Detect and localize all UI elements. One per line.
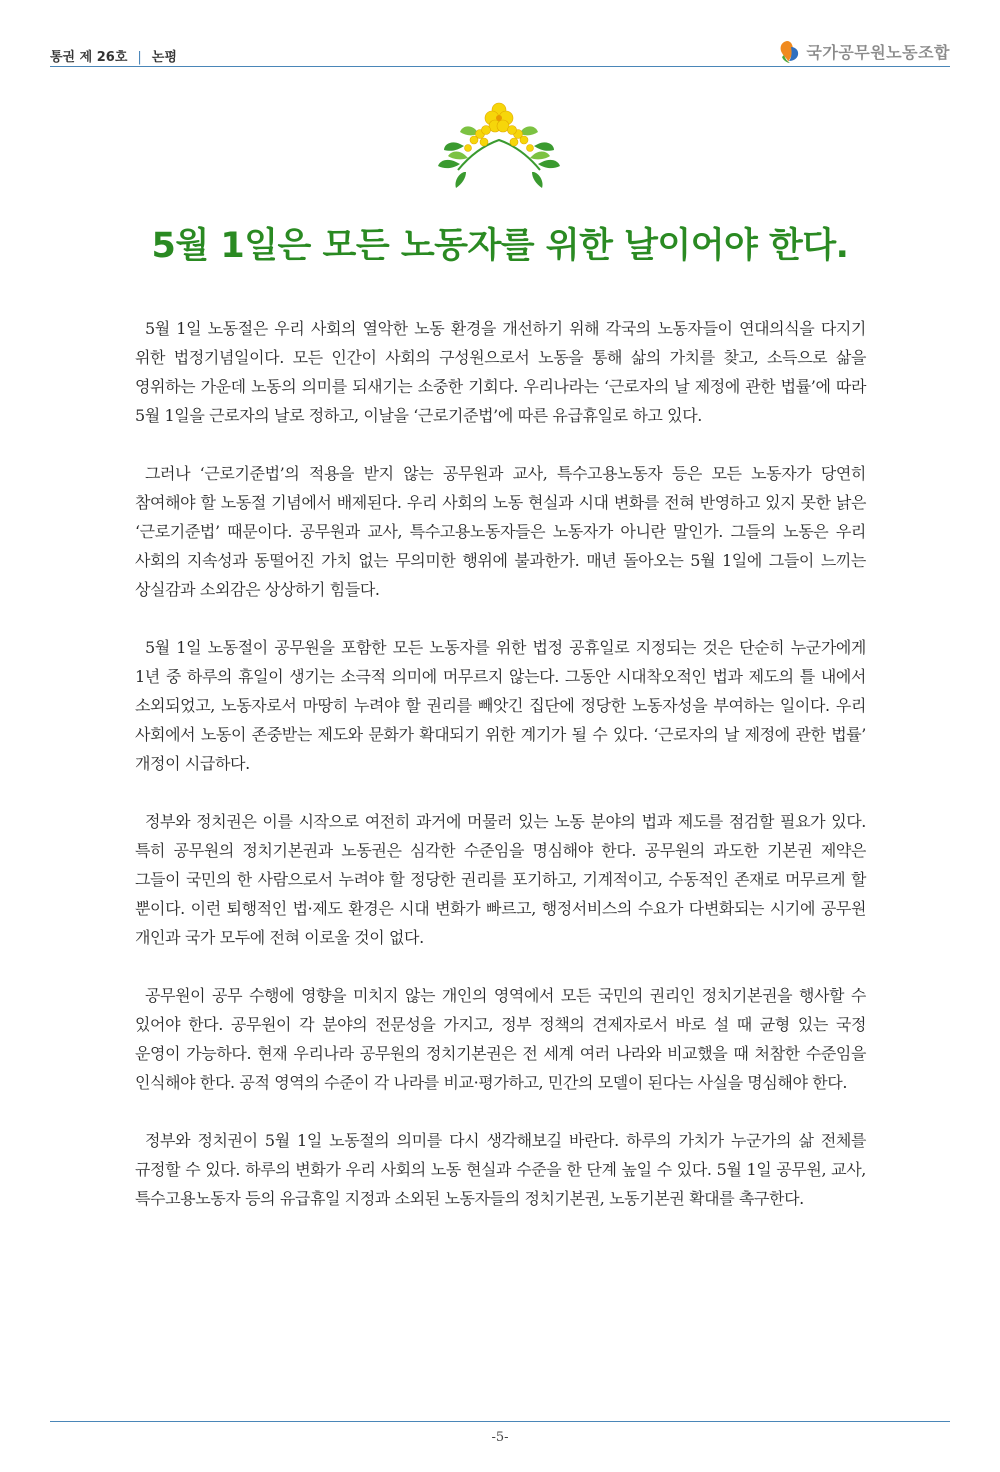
yellow-flower-icon (436, 100, 562, 190)
page-header (50, 38, 950, 67)
paragraph: 5월 1일 노동절이 공무원을 포함한 모든 노동자를 위한 법정 공휴일로 지정되는 것은 단순히 누군가에게 1년 중 하루의 휴일이 생기는 소극적 의미에 머무르지 않는다. 그동안 시대착오적인 법과 제도의 틀 내에서 소외되었고, 노동자로서 마땅히 누려야 할 권리를 빼앗긴 집단에 정당한 노동자성을 부여하는 일이다. 우리 사회에서 노동이 존중받는 제도와 문화가 확대되기 위한 계기가 될 수 있다. ‘근로자의 날 제정에 관한 법률’ 개정이 시급하다. (135, 638, 866, 773)
article-body (135, 314, 866, 1242)
paragraph: 정부와 정치권이 5월 1일 노동절의 의미를 다시 생각해보길 바란다. 하루의 가치가 누군가의 삶 전체를 규정할 수 있다. 하루의 변화가 우리 사회의 노동 현실과 수준을 한 단계 높일 수 있다. 5월 1일 공무원, 교사, 특수고용노동자 등의 유급휴일 지정과 소외된 노동자들의 정치기본권, 노동기본권 확대를 촉구한다. (135, 1131, 866, 1208)
footer-divider (50, 1421, 950, 1422)
header-divider: | (137, 50, 142, 65)
paragraph: 공무원이 공무 수행에 영향을 미치지 않는 개인의 영역에서 모든 국민의 권리인 정치기본권을 행사할 수 있어야 한다. 공무원이 각 분야의 전문성을 가지고, 정부 정책의 견제자로서 바로 설 때 균형 있는 국정 운영이 가능하다. 현재 우리나라 공무원의 정치기본권은 전 세계 여러 나라와 비교했을 때 처참한 수준임을 인식해야 한다. 공적 영역의 수준이 각 나라를 비교·평가하고, 민간의 모델이 된다는 사실을 명심해야 한다. (135, 986, 866, 1092)
paragraph: 5월 1일 노동절은 우리 사회의 열악한 노동 환경을 개선하기 위해 각국의 노동자들이 연대의식을 다지기 위한 법정기념일이다. 모든 인간이 사회의 구성원으로서 노동을 통해 삶의 가치를 찾고, 소득으로 삶을 영위하는 가운데 노동의 의미를 되새기는 소중한 기회다. 우리나라는 ‘근로자의 날 제정에 관한 법률’에 따라 5월 1일을 근로자의 날로 정하고, 이날을 ‘근로기준법’에 따른 유급휴일로 하고 있다. (135, 319, 866, 425)
paragraph: 그러나 ‘근로기준법’의 적용을 받지 않는 공무원과 교사, 특수고용노동자 등은 모든 노동자가 당연히 참여해야 할 노동절 기념에서 배제된다. 우리 사회의 노동 현실과 시대 변화를 전혀 반영하고 있지 못한 낡은 ‘근로기준법’ 때문이다. 공무원과 교사, 특수고용노동자들은 노동자가 아니란 말인가. 그들의 노동은 우리 사회의 지속성과 동떨어진 가치 없는 무의미한 행위에 불과한가. 매년 돌아오는 5월 1일에 그들이 느끼는 상실감과 소외감은 상상하기 힘들다. (135, 464, 866, 599)
article-title: 5월 1일은 모든 노동자를 위한 날이어야 한다. (151, 226, 849, 266)
section-label: 논평 (151, 50, 177, 65)
paragraph: 정부와 정치권은 이를 시작으로 여전히 과거에 머물러 있는 노동 분야의 법과 제도를 점검할 필요가 있다. 특히 공무원의 정치기본권과 노동권은 심각한 수준임을 명심해야 한다. 공무원의 과도한 기본권 제약은 그들이 국민의 한 사람으로서 누려야 할 정당한 권리를 포기하고, 기계적이고, 수동적인 존재로 머무르게 할 뿐이다. 이런 퇴행적인 법·제도 환경은 시대 변화가 빠르고, 행정서비스의 수요가 다변화되는 시기에 공무원 개인과 국가 모두에 전혀 이로울 것이 없다. (135, 812, 866, 947)
page-number: -5- (491, 1430, 509, 1445)
union-logo-icon (776, 38, 802, 64)
org-name: 국가공무원노동조합 (806, 42, 950, 62)
issue-info (50, 46, 177, 65)
issue-number: 통권 제 26호 (50, 50, 128, 65)
org-brand (776, 38, 950, 64)
